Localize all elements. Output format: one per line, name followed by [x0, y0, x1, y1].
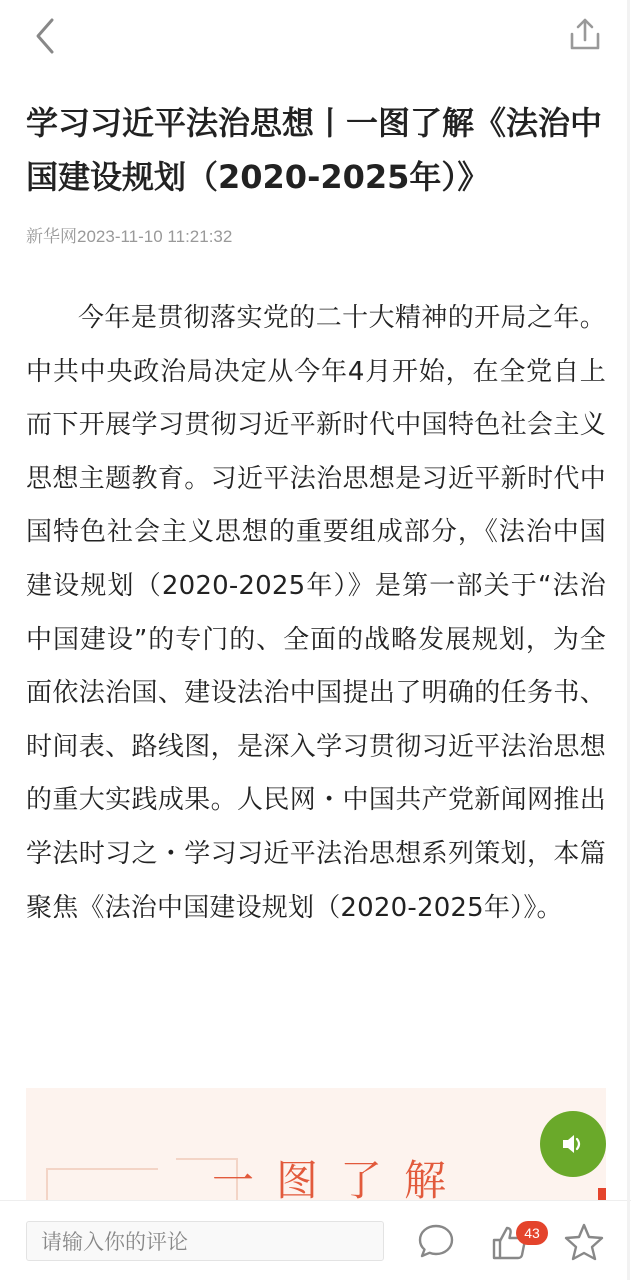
audio-play-button[interactable]	[540, 1111, 606, 1177]
bottom-bar	[0, 1200, 631, 1281]
comment-input[interactable]: 请输入你的评论	[26, 1221, 384, 1261]
star-icon[interactable]	[563, 1221, 605, 1263]
building-decoration	[46, 1168, 158, 1200]
article-title: 学习习近平法治思想丨一图了解《法治中国建设规划（2020-2025年）》	[26, 104, 603, 196]
share-upload-icon[interactable]	[564, 14, 606, 56]
article-meta: 新华网2023-11-10 11:21:32	[26, 227, 233, 246]
comment-bubble-icon[interactable]	[416, 1221, 456, 1261]
image-caption: 一图了解	[212, 1156, 469, 1200]
scrollbar[interactable]	[627, 0, 630, 1280]
chevron-left-icon[interactable]	[28, 14, 64, 58]
article-body: 今年是贯彻落实党的二十大精神的开局之年。中共中央政治局决定从今年4月开始，在全党自上而下开展学习贯彻习近平新时代中国特色社会主义思想主题教育。习近平法治思想是习近平新时代中国特色社会主义思想的重要组成部分，《法治中国建设规划（2020-2025年）》是第一部关于“法治中国建设”的专门的、全面的战略发展规划，为全面依法治国、建设法治中国提出了明确的任务书、时间表、路线图，是深入学习贯彻习近平法治思想的重大实践成果。人民网・中国共产党新闻网推出学法时习之・学习习近平法治思想系列策划，本篇聚焦《法治中国建设规划（2020-2025年）》。	[26, 303, 606, 923]
like-count-badge: 43	[516, 1221, 548, 1245]
top-bar	[0, 0, 631, 70]
article-image[interactable]	[26, 1088, 606, 1200]
speaker-icon	[558, 1129, 588, 1159]
red-stripe	[598, 1188, 606, 1200]
